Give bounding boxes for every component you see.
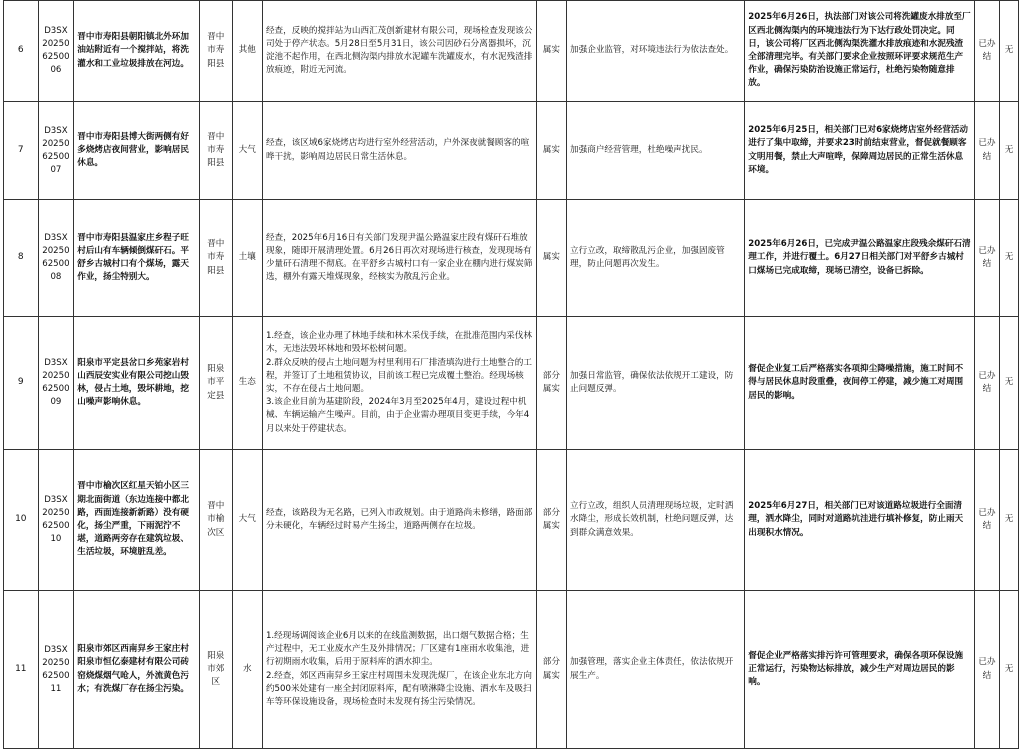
row-number: 7 [4, 102, 39, 200]
pollution-type: 大气 [232, 450, 262, 591]
administrative-area: 晋中市寿阳县 [200, 102, 233, 200]
accountability: 无 [1000, 450, 1019, 591]
case-code: D3SX202506250009 [38, 317, 74, 450]
row-number: 11 [4, 591, 39, 749]
case-code: D3SX202506250006 [38, 1, 74, 102]
pollution-type: 土壤 [232, 200, 262, 317]
pollution-type: 大气 [232, 102, 262, 200]
reported-problem: 晋中市寿阳县博大街两侧有好多烧烤店夜间营业，影响居民休息。 [74, 102, 200, 200]
rectification-measures: 立行立改，组织人员清理现场垃圾，定时洒水降尘，形成长效机制，杜绝问题反弹，达到群众满意效果。 [567, 450, 745, 591]
administrative-area: 晋中市寿阳县 [200, 200, 233, 317]
investigation-finding: 1.经查，该企业办理了林地手续和林木采伐手续，在批准范围内采伐林木，无违法毁坏林地和毁坏松树问题。 2.群众反映的侵占土地问题为村里利用石厂排渣填沟进行土地整合的工程，并签订了土地租赁协议，目前该工程已完成覆土整治。经现场核实，不存在侵占土地问题。 3.该企业目前为基建阶段，2024年3月至2025年4月，建设过程中机械、车辆运输产生噪声。目前，由于企业需办理项目变更手续，今年4月以来处于停建状态。 [262, 317, 536, 450]
accountability: 无 [1000, 200, 1019, 317]
case-code: D3SX202506250010 [38, 450, 74, 591]
case-status: 已办结 [974, 102, 999, 200]
table-row [4, 317, 1019, 450]
table-row [4, 591, 1019, 749]
administrative-area: 阳泉市郊区 [200, 591, 233, 749]
investigation-finding: 经查，反映的搅拌站为山西汇茂创新建材有限公司，现场检查发现该公司处于停产状态。5月28日至5月31日，该公司因砂石分离器损坏，沉淀池不起作用，在西北侧沟渠内排放水泥罐车洗罐废水，有水泥残渣排放痕迹，附近无河流。 [262, 1, 536, 102]
accountability: 无 [1000, 591, 1019, 749]
verdict: 属实 [536, 200, 566, 317]
pollution-type: 其他 [232, 1, 262, 102]
administrative-area: 晋中市榆次区 [200, 450, 233, 591]
table-row [4, 102, 1019, 200]
reported-problem: 阳泉市郊区西南舁乡王家庄村阳泉市恒亿泰建材有限公司砖窑烧煤烟气呛人，外流黄色污水；有洗煤厂存在扬尘污染。 [74, 591, 200, 749]
rectification-measures: 加强日常监管，确保依法依规开工建设，防止问题反弹。 [567, 317, 745, 450]
rectification-result: 2025年6月27日，相关部门已对该道路垃圾进行全面清理，洒水降尘，同时对道路坑洼进行填补修复，防止雨天出现积水情况。 [745, 450, 975, 591]
case-code: D3SX202506250008 [38, 200, 74, 317]
accountability: 无 [1000, 1, 1019, 102]
accountability: 无 [1000, 102, 1019, 200]
case-code: D3SX202506250007 [38, 102, 74, 200]
row-number: 10 [4, 450, 39, 591]
verdict: 部分属实 [536, 591, 566, 749]
case-code: D3SX202506250011 [38, 591, 74, 749]
rectification-result: 督促企业复工后严格落实各项抑尘降噪措施，施工时间不得与居民休息时段重叠，夜间停工停建，减少施工对周围居民的影响。 [745, 317, 975, 450]
pollution-type: 生态 [232, 317, 262, 450]
rectification-result: 2025年6月26日，执法部门对该公司将洗罐废水排放至厂区西北侧沟渠内的环境违法行为下达行政处罚决定。同日，该公司将厂区西北侧沟渠洗灌水排放痕迹和水泥残渣全部清理完毕。有关部门要求企业按照环评要求规范生产作业，确保污染防治设施正常运行，杜绝污染物随意排放。 [745, 1, 975, 102]
table-row [4, 450, 1019, 591]
investigation-finding: 经查，2025年6月16日有关部门发现尹温公路温家庄段有煤矸石堆放现象，随即开展清理处置。6月26日再次对现场进行核查，发现现场有少量矸石清理不彻底。在平舒乡古城村口有一家企业在棚内进行煤炭筛选，棚外有露天堆煤现象，经核实为散乱污企业。 [262, 200, 536, 317]
row-number: 9 [4, 317, 39, 450]
accountability: 无 [1000, 317, 1019, 450]
case-status: 已办结 [974, 1, 999, 102]
rectification-measures: 加强商户经营管理，杜绝噪声扰民。 [567, 102, 745, 200]
pollution-type: 水 [232, 591, 262, 749]
verdict: 属实 [536, 102, 566, 200]
rectification-result: 督促企业严格落实排污许可管理要求，确保各项环保设施正常运行，污染物达标排放，减少生产对周边居民的影响。 [745, 591, 975, 749]
row-number: 8 [4, 200, 39, 317]
row-number: 6 [4, 1, 39, 102]
reported-problem: 晋中市榆次区红星天铂小区三期北面街道（东边连接中都北路，西面连接新新路）没有硬化，扬尘严重，下雨泥泞不堪，道路两旁存在建筑垃圾、生活垃圾，环境脏乱差。 [74, 450, 200, 591]
complaint-table [3, 0, 1019, 749]
case-status: 已办结 [974, 317, 999, 450]
reported-problem: 晋中市寿阳县温家庄乡程子旺村后山有车辆倾倒煤矸石。平舒乡古城村口有个煤场，露天作业，扬尘特别大。 [74, 200, 200, 317]
verdict: 属实 [536, 1, 566, 102]
rectification-measures: 加强管理，落实企业主体责任，依法依规开展生产。 [567, 591, 745, 749]
case-status: 已办结 [974, 591, 999, 749]
table-row [4, 200, 1019, 317]
investigation-finding: 1.经现场调阅该企业6月以来的在线监测数据，出口烟气数据合格；生产过程中，无工业废水产生及外排情况；厂区建有1座雨水收集池，进行初期雨水收集，后用于原料库的洒水抑尘。 2.经查，郊区西南舁乡王家庄村周围未发现洗煤厂，在该企业东北方向约500米处建有一座全封闭原料库，配有喷淋降尘设施、洒水车及吸扫车等环保设施设备，现场检查时未发现有扬尘污染情况。 [262, 591, 536, 749]
rectification-measures: 加强企业监管，对环境违法行为依法查处。 [567, 1, 745, 102]
verdict: 部分属实 [536, 450, 566, 591]
rectification-result: 2025年6月26日，已完成尹温公路温家庄段残余煤矸石清理工作，并进行覆土。6月27日相关部门对平舒乡古城村口煤场已完成取缔，现场已清空，设备已拆除。 [745, 200, 975, 317]
reported-problem: 阳泉市平定县岔口乡苑家岩村山西辰安实业有限公司挖山毁林，侵占土地，毁坏耕地，挖山噪声影响休息。 [74, 317, 200, 450]
administrative-area: 晋中市寿阳县 [200, 1, 233, 102]
rectification-measures: 立行立改，取缔散乱污企业，加强固废管理，防止问题再次发生。 [567, 200, 745, 317]
rectification-result: 2025年6月25日，相关部门已对6家烧烤店室外经营活动进行了集中取缔，并要求23时前结束营业，督促就餐顾客文明用餐，禁止大声喧哗，保障周边居民的正常生活休息环境。 [745, 102, 975, 200]
reported-problem: 晋中市寿阳县朝阳镇北外环加油站附近有一个搅拌站，将洗灌水和工业垃圾排放在河边。 [74, 1, 200, 102]
table-row [4, 1, 1019, 102]
case-status: 已办结 [974, 200, 999, 317]
verdict: 部分属实 [536, 317, 566, 450]
investigation-finding: 经查，该区域6家烧烤店均进行室外经营活动，户外深夜就餐顾客的喧哗干扰，影响周边居民日常生活休息。 [262, 102, 536, 200]
case-status: 已办结 [974, 450, 999, 591]
investigation-finding: 经查，该路段为无名路，已列入市政规划。由于道路尚未修缮，路面部分未硬化，车辆经过时易产生扬尘，道路两侧存在垃圾。 [262, 450, 536, 591]
administrative-area: 阳泉市平定县 [200, 317, 233, 450]
